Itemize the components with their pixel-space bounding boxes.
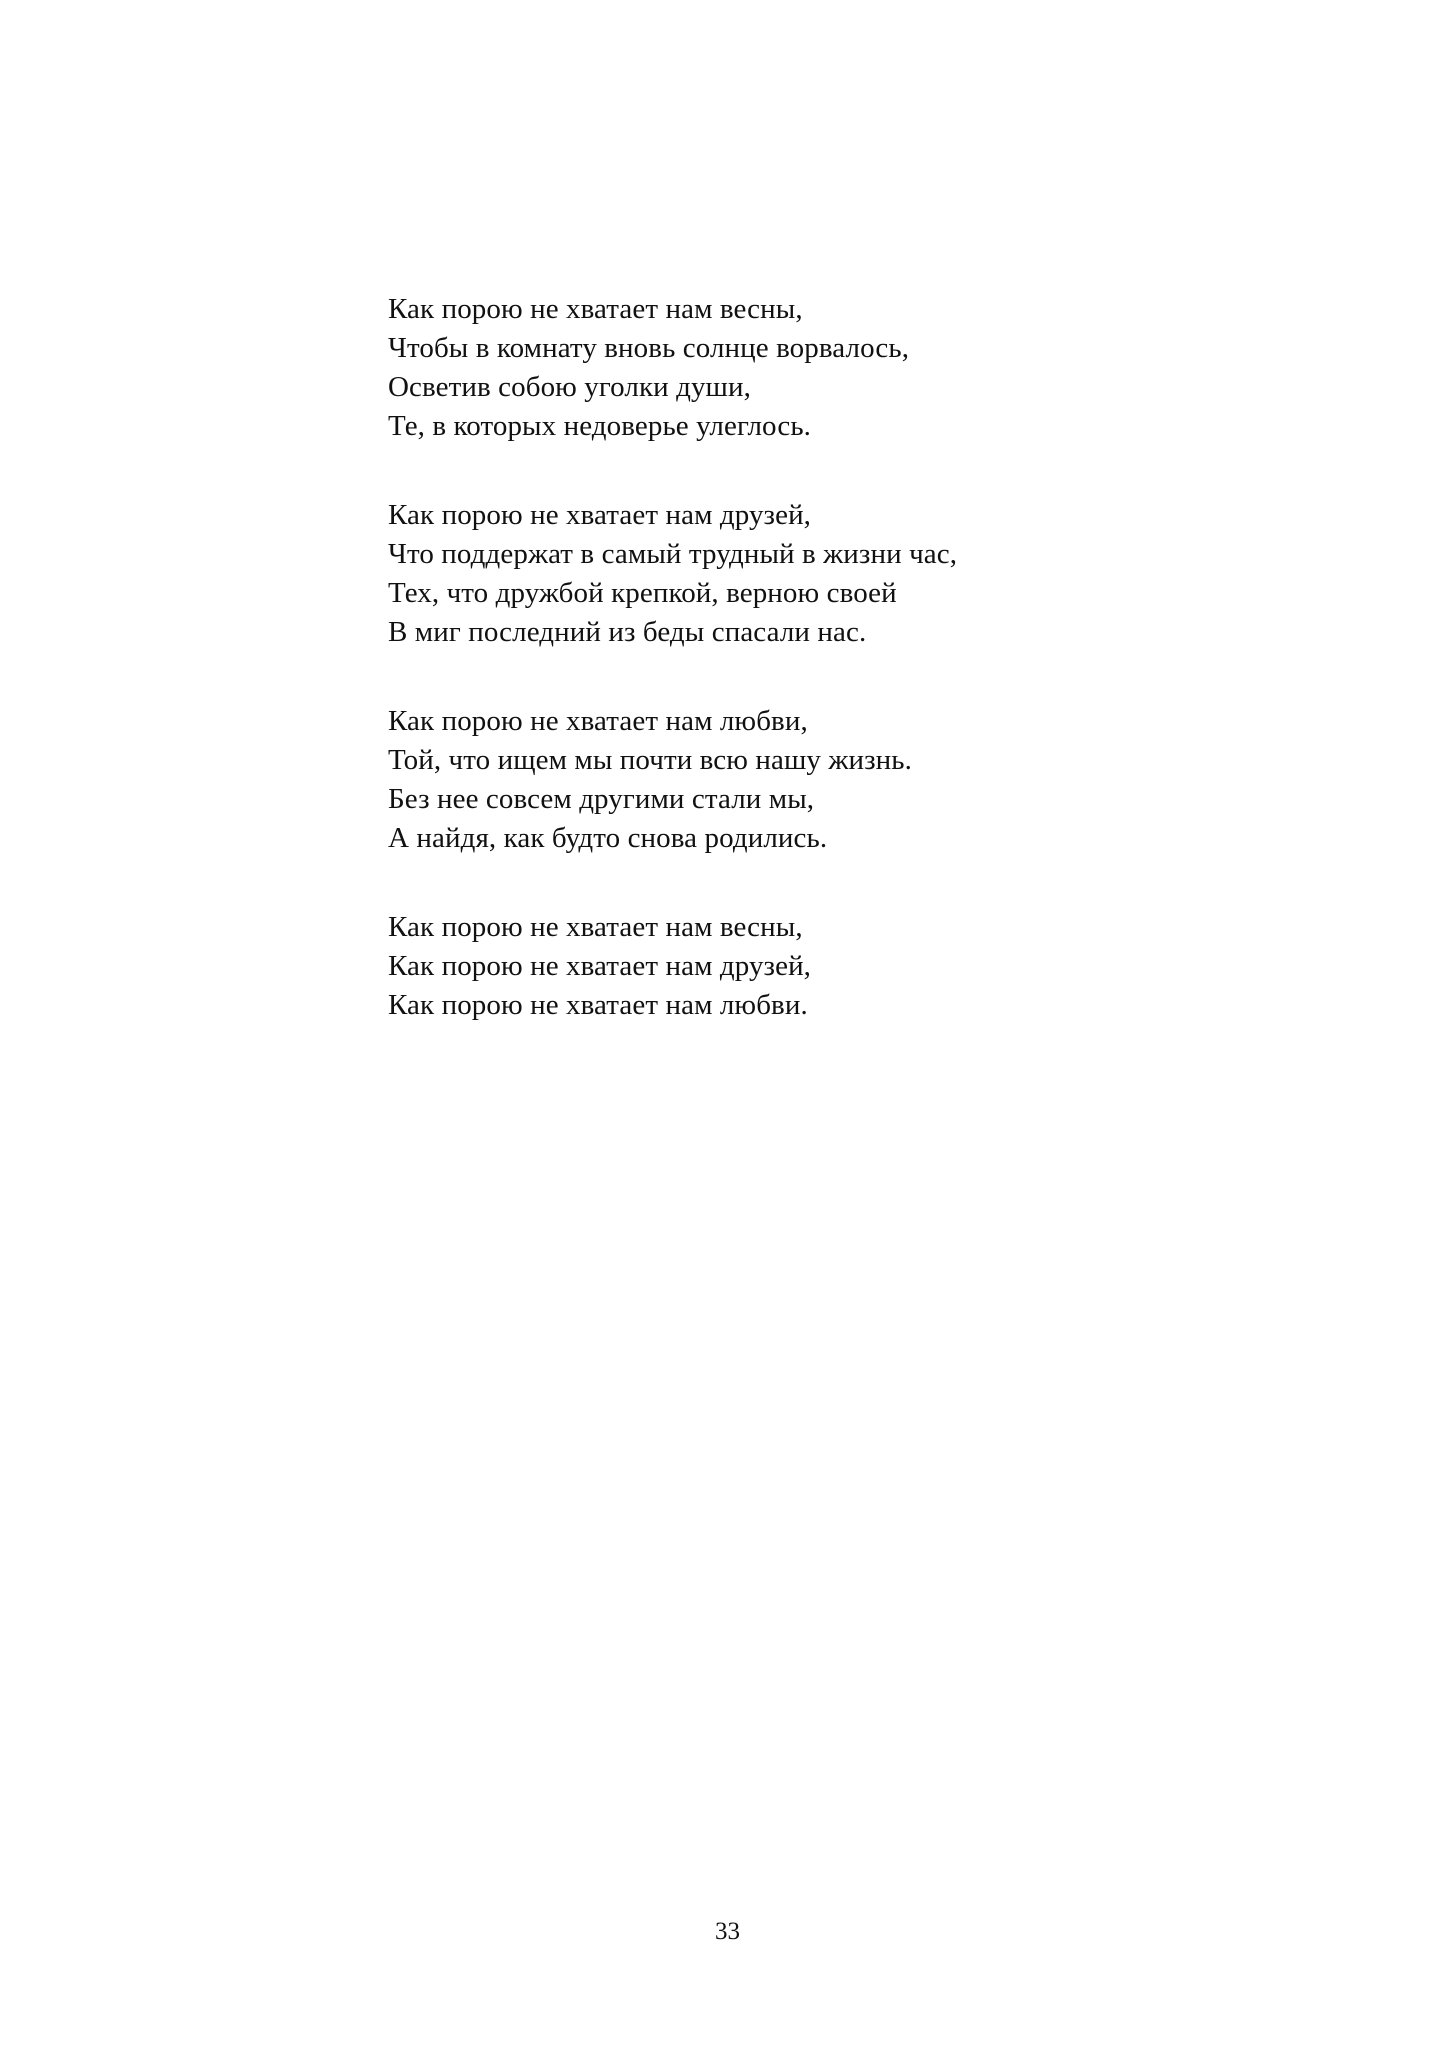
poem-line: Той, что ищем мы почти всю нашу жизнь.: [388, 744, 912, 776]
poem-line: Как порою не хватает нам друзей,: [388, 499, 812, 531]
poem-stanza: [388, 908, 1188, 1025]
poem-line: Осветив собою уголки души,: [388, 371, 751, 403]
poem-line: Без нее совсем другими стали мы,: [388, 783, 815, 815]
poem-line: Как порою не хватает нам любви,: [388, 705, 808, 737]
poem-line: Как порою не хватает нам любви.: [388, 989, 808, 1021]
poem-line: Тех, что дружбой крепкой, верною своей: [388, 577, 897, 609]
poem-line: Как порою не хватает нам весны,: [388, 293, 803, 325]
poem-line: Те, в которых недоверье улеглось.: [388, 410, 812, 442]
poem-line: Как порою не хватает нам весны,: [388, 911, 803, 943]
page-number: 33: [715, 1918, 740, 1945]
poem-stanza: [388, 290, 1188, 446]
poem-line: Чтобы в комнату вновь солнце ворвалось,: [388, 332, 910, 364]
poem-body: [388, 290, 1188, 1025]
poem-stanza: [388, 496, 1188, 652]
poem-line: Что поддержат в самый трудный в жизни час,: [388, 538, 958, 570]
poem-line: В миг последний из беды спасали нас.: [388, 616, 867, 648]
poem-stanza: [388, 702, 1188, 858]
poem-line: Как порою не хватает нам друзей,: [388, 950, 812, 982]
poem-line: А найдя, как будто снова родились.: [388, 822, 828, 854]
